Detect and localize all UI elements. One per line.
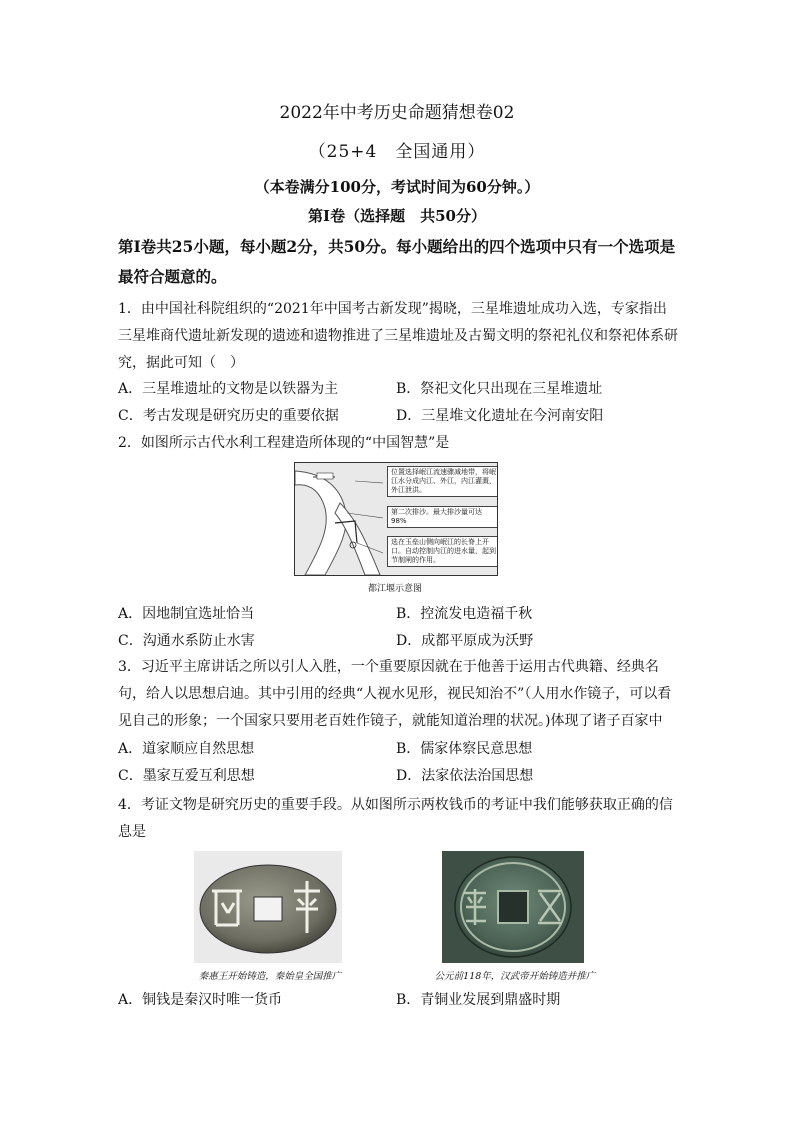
- exam-note: （本卷满分100分，考试时间为60分钟。）: [254, 178, 540, 196]
- question-4-option-a[interactable]: A．铜钱是秦汉时唯一货币: [118, 992, 283, 1008]
- question-4-stem: 4．考证文物是研究历史的重要手段。从如图所示两枚钱币的考证中我们能够获取正确的信息是: [118, 797, 673, 840]
- diagram-note-2: 第二次排沙。最大排沙量可达98%: [387, 506, 498, 528]
- question-1-stem: 1．由中国社科院组织的“2021年中国考古新发现”揭晓，三星堆遗址成功入选，专家指出三星堆商代遗址新发现的遗迹和遗物推进了三星堆遗址及古蜀文明的祭祀礼仪和祭祀体系研究，据此可知（ ）: [118, 301, 678, 371]
- page-subtitle: （25+4 全国通用）: [308, 142, 486, 162]
- wuzhu-coin-photo: [442, 851, 584, 963]
- question-3-option-c[interactable]: C．墨家互爱互利思想: [118, 768, 255, 784]
- question-4-option-b[interactable]: B．青铜业发展到鼎盛时期: [396, 992, 561, 1008]
- banliang-coin-photo: [194, 851, 342, 963]
- question-1-option-d[interactable]: D．三星堆文化遗址在今河南安阳: [396, 408, 604, 424]
- question-3-option-d[interactable]: D．法家依法治国思想: [396, 768, 534, 784]
- wuzhu-coin-image: [442, 851, 584, 963]
- section-instruction: 第Ⅰ卷共25小题，每小题2分，共50分。每小题给出的四个选项中只有一个选项是最符合题意的。: [118, 237, 676, 286]
- page-title: 2022年中考历史命题猜想卷02: [279, 103, 515, 123]
- question-3-option-a[interactable]: A．道家顺应自然思想: [118, 741, 255, 757]
- diagram-note-3: 选在玉垒山侧向岷江的长脊上开口。自动控制内江的进水量，起到节制闸的作用。: [387, 536, 498, 567]
- section-title: 第Ⅰ卷（选择题 共50分）: [308, 207, 486, 225]
- diagram-note-1: 位置选择岷江流速骤减地带，将岷江水分成内江、外江，内江灌溉，外江泄洪。: [387, 466, 498, 497]
- dujiangyan-diagram: [294, 462, 498, 576]
- banliang-coin-image: [194, 851, 342, 963]
- question-3-stem: 3．习近平主席讲话之所以引人入胜，一个重要原因就在于他善于运用古代典籍、经典名句，给人以思想启迪。其中引用的经典“人视水见形，视民知治不”（人用水作镜子，可以看见自己的形象；一个国家只要用老百姓作镜子，就能知道治理的状况。)体现了诸子百家中: [118, 659, 672, 729]
- question-2-option-b[interactable]: B．控流发电造福千秋: [396, 606, 533, 622]
- question-2-option-a[interactable]: A．因地制宜选址恰当: [118, 606, 255, 622]
- diagram-caption: 都江堰示意图: [367, 584, 422, 594]
- question-1-option-a[interactable]: A．三星堆遗址的文物是以铁器为主: [118, 381, 339, 397]
- banliang-coin-caption: 秦惠王开始铸造，秦始皇全国推广: [198, 971, 342, 982]
- question-1-option-b[interactable]: B．祭祀文化只出现在三星堆遗址: [396, 381, 603, 397]
- question-3-option-b[interactable]: B．儒家体察民意思想: [396, 741, 533, 757]
- question-2-stem: 2．如图所示古代水利工程建造所体现的“中国智慧”是: [118, 435, 450, 451]
- question-2-option-d[interactable]: D．成都平原成为沃野: [396, 633, 534, 649]
- question-2-option-c[interactable]: C．沟通水系防止水害: [118, 633, 255, 649]
- question-1-option-c[interactable]: C．考古发现是研究历史的重要依据: [118, 408, 339, 424]
- wuzhu-coin-caption: 公元前118年，汉武帝开始铸造并推广: [434, 971, 596, 982]
